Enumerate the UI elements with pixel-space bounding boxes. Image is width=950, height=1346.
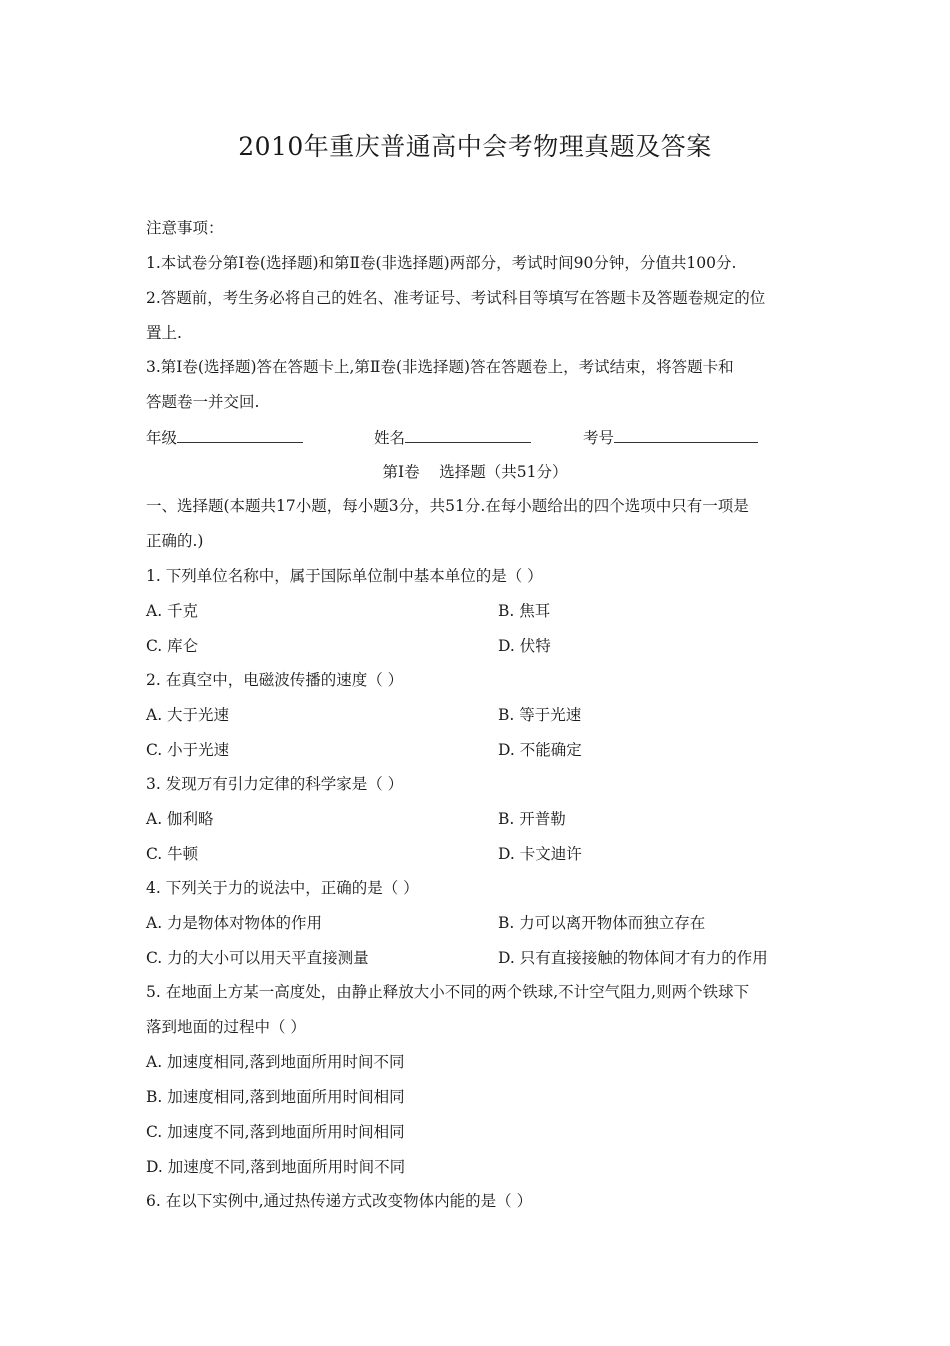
question-4-option-a: A. 力是物体对物体的作用 bbox=[146, 914, 323, 932]
grade-blank[interactable] bbox=[177, 427, 303, 443]
question-3-option-d: D. 卡文迪许 bbox=[498, 845, 582, 863]
question-1-option-c: C. 库仑 bbox=[146, 637, 199, 655]
question-4-option-c: C. 力的大小可以用天平直接测量 bbox=[146, 949, 369, 967]
question-6-stem: 6. 在以下实例中,通过热传递方式改变物体内能的是（ ） bbox=[146, 1192, 533, 1210]
question-5-option-b: B. 加速度相同,落到地面所用时间相同 bbox=[146, 1088, 405, 1106]
notice-item-1: 1.本试卷分第Ⅰ卷(选择题)和第Ⅱ卷(非选择题)两部分，考试时间90分钟，分值共100分. bbox=[146, 254, 737, 272]
name-blank[interactable] bbox=[405, 427, 531, 443]
notice-heading: 注意事项： bbox=[146, 219, 224, 237]
exam-number-field[interactable] bbox=[583, 427, 758, 448]
question-3-stem: 3. 发现万有引力定律的科学家是（ ） bbox=[146, 775, 404, 793]
question-5-option-d: D. 加速度不同,落到地面所用时间不同 bbox=[146, 1158, 406, 1176]
section-heading: 第Ⅰ卷 选择题（共51分） bbox=[382, 463, 568, 481]
question-3-option-c: C. 牛顿 bbox=[146, 845, 199, 863]
notice-item-3-line-1: 3.第Ⅰ卷(选择题)答在答题卡上,第Ⅱ卷(非选择题)答在答题卷上，考试结束，将答题卡和 bbox=[146, 358, 734, 376]
instructions-line-1: 一、选择题(本题共17小题，每小题3分，共51分.在每小题给出的四个选项中只有一项是 bbox=[146, 497, 749, 515]
question-5-option-a: A. 加速度相同,落到地面所用时间不同 bbox=[146, 1053, 405, 1071]
question-2-stem: 2. 在真空中，电磁波传播的速度（ ） bbox=[146, 671, 404, 689]
name-label: 姓名 bbox=[374, 429, 406, 447]
question-3-option-b: B. 开普勒 bbox=[498, 810, 566, 828]
name-field[interactable] bbox=[374, 427, 531, 448]
question-3-option-a: A. 伽利略 bbox=[146, 810, 214, 828]
question-4-option-b: B. 力可以离开物体而独立存在 bbox=[498, 914, 706, 932]
question-1-option-a: A. 千克 bbox=[146, 602, 199, 620]
question-2-option-a: A. 大于光速 bbox=[146, 706, 230, 724]
notice-item-3-line-2: 答题卷一并交回. bbox=[146, 393, 260, 411]
question-2-option-b: B. 等于光速 bbox=[498, 706, 582, 724]
question-2-option-c: C. 小于光速 bbox=[146, 741, 230, 759]
question-5-stem-line-1: 5. 在地面上方某一高度处，由静止释放大小不同的两个铁球,不计空气阻力,则两个铁球下 bbox=[146, 983, 750, 1001]
page-title: 2010年重庆普通高中会考物理真题及答案 bbox=[238, 132, 712, 161]
question-4-option-d: D. 只有直接接触的物体间才有力的作用 bbox=[498, 949, 768, 967]
notice-item-2-line-2: 置上. bbox=[146, 324, 182, 342]
question-5-option-c: C. 加速度不同,落到地面所用时间相同 bbox=[146, 1123, 405, 1141]
question-1-stem: 1. 下列单位名称中，属于国际单位制中基本单位的是（ ） bbox=[146, 567, 543, 585]
question-5-stem-line-2: 落到地面的过程中（ ） bbox=[146, 1018, 306, 1036]
question-1-option-d: D. 伏特 bbox=[498, 637, 551, 655]
question-1-option-b: B. 焦耳 bbox=[498, 602, 551, 620]
exam-number-blank[interactable] bbox=[614, 427, 758, 443]
notice-item-2-line-1: 2.答题前，考生务必将自己的姓名、准考证号、考试科目等填写在答题卡及答题卷规定的位 bbox=[146, 289, 766, 307]
exam-number-label: 考号 bbox=[583, 429, 615, 447]
question-4-stem: 4. 下列关于力的说法中，正确的是（ ） bbox=[146, 879, 419, 897]
grade-field[interactable] bbox=[146, 427, 303, 448]
question-2-option-d: D. 不能确定 bbox=[498, 741, 582, 759]
instructions-line-2: 正确的.) bbox=[146, 532, 204, 550]
grade-label: 年级 bbox=[146, 429, 178, 447]
